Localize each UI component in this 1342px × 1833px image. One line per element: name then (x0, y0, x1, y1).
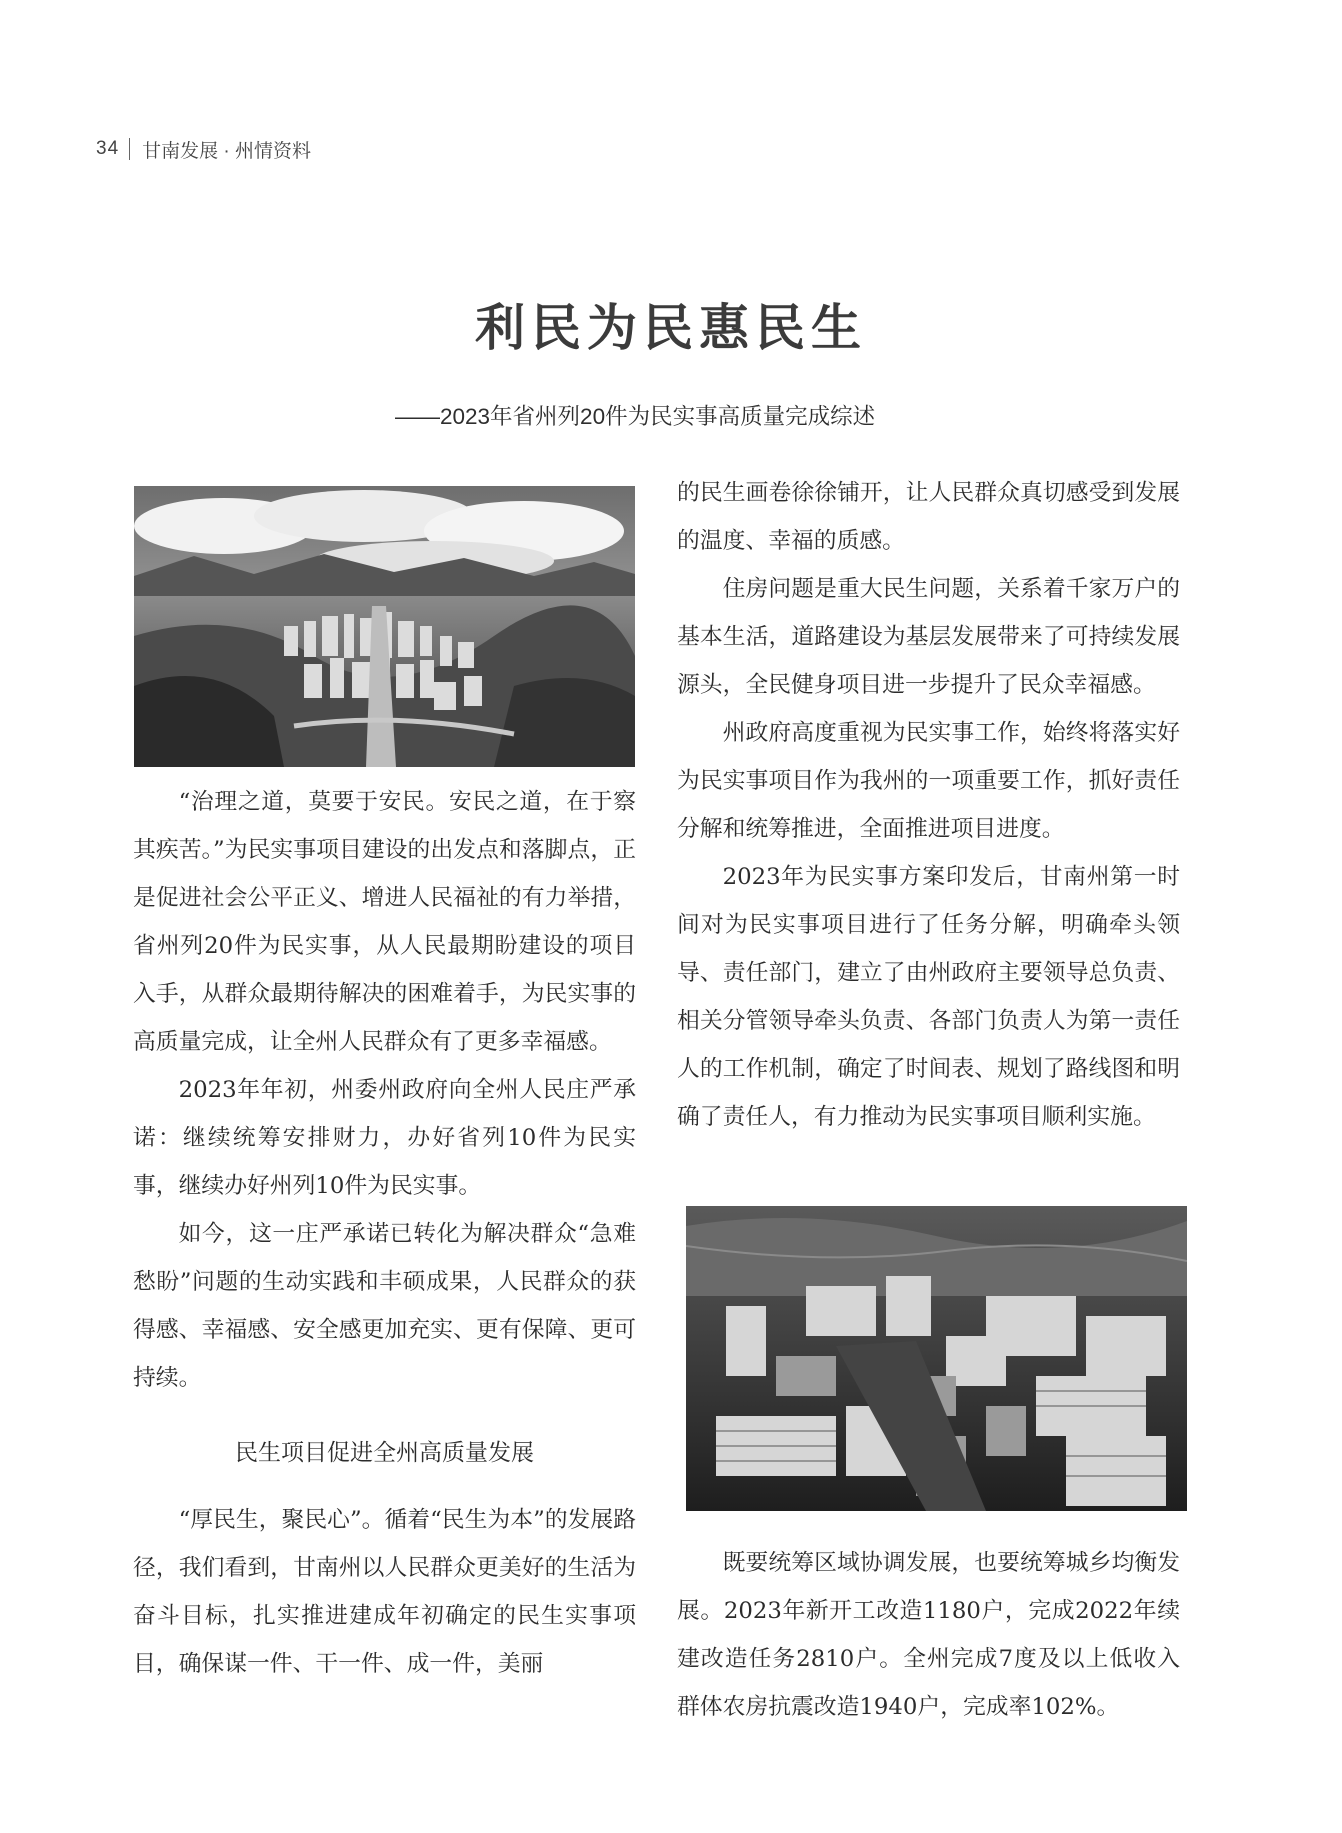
paragraph: 既要统筹区域协调发展，也要统筹城乡均衡发展。2023年新开工改造1180户，完成2022年续建改造任务2810户。全州完成7度及以上低收入群体农房抗震改造1940户，完成率102%。 (677, 1550, 1180, 1720)
section-heading: 民生项目促进全州高质量发展 (235, 1439, 534, 1465)
paragraph: “治理之道，莫要于安民。安民之道，在于察其疾苦。”为民实事项目建设的出发点和落脚点，正是促进社会公平正义、增进人民福祉的有力举措，省州列20件为民实事，从人民最期盼建设的项目入手，从群众最期待解决的困难着手，为民实事的高质量完成，让全州人民群众有了更多幸福感。 (133, 789, 636, 1055)
publication-name: 甘南发展 · 州情资料 (142, 140, 312, 162)
header-divider (129, 138, 130, 160)
left-column (133, 778, 636, 1688)
page-number: 34 (96, 138, 120, 159)
aerial-city-photo (134, 486, 635, 767)
paragraph: 住房问题是重大民生问题，关系着千家万户的基本生活，道路建设为基层发展带来了可持续发展源头，全民健身项目进一步提升了民众幸福感。 (677, 576, 1180, 698)
paragraph: “厚民生，聚民心”。循着“民生为本”的发展路径，我们看到，甘南州以人民群众更美好的生活为奋斗目标，扎实推进建成年初确定的民生实事项目，确保谋一件、干一件、成一件，美丽 (133, 1507, 636, 1677)
article-title: 利民为民惠民生 (475, 298, 867, 357)
city-buildings-photo (686, 1206, 1187, 1511)
right-column (677, 469, 1180, 1720)
paragraph: 州政府高度重视为民实事工作，始终将落实好为民实事项目作为我州的一项重要工作，抓好责任分解和统筹推进，全面推进项目进度。 (677, 720, 1180, 842)
paragraph: 的民生画卷徐徐铺开，让人民群众真切感受到发展的温度、幸福的质感。 (677, 480, 1180, 554)
paragraph: 如今，这一庄严承诺已转化为解决群众“急难愁盼”问题的生动实践和丰硕成果，人民群众的获得感、幸福感、安全感更加充实、更有保障、更可持续。 (133, 1221, 636, 1391)
paragraph: 2023年年初，州委州政府向全州人民庄严承诺：继续统筹安排财力，办好省列10件为民实事，继续办好州列10件为民实事。 (133, 1077, 636, 1199)
article-subtitle: ——2023年省州列20件为民实事高质量完成综述 (395, 404, 876, 429)
paragraph: 2023年为民实事方案印发后，甘南州第一时间对为民实事项目进行了任务分解，明确牵头领导、责任部门，建立了由州政府主要领导总负责、相关分管领导牵头负责、各部门负责人为第一责任人的工作机制，确定了时间表、规划了路线图和明确了责任人，有力推动为民实事项目顺利实施。 (677, 864, 1180, 1130)
page-header (96, 134, 311, 164)
